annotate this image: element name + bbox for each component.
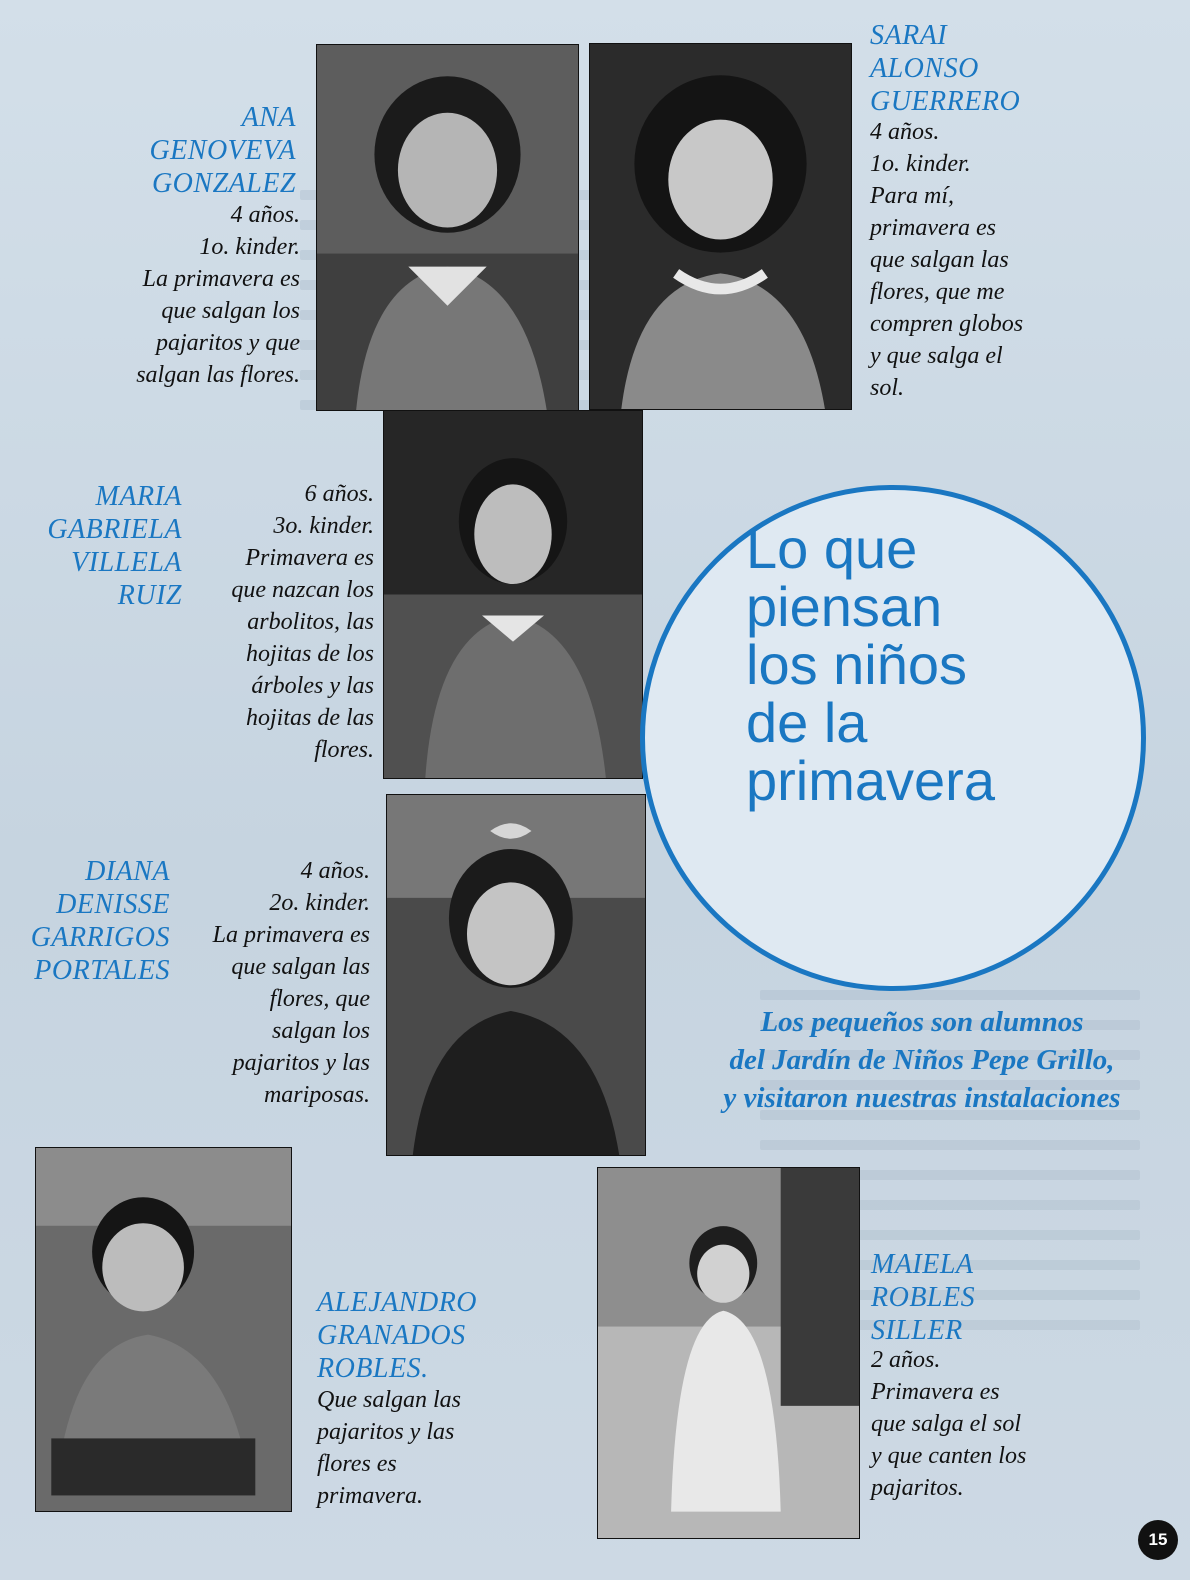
caption-line: hojitas de las: [245, 705, 374, 731]
caption-line: 6 años.: [304, 481, 374, 507]
name-line: ALONSO: [870, 53, 979, 84]
caption-line: pajaritos y las: [317, 1419, 455, 1445]
caption-line: sol.: [870, 375, 905, 401]
child-caption-diana: [168, 855, 370, 1111]
caption-line: hojitas de los: [245, 641, 374, 667]
caption-line: primavera.: [317, 1483, 423, 1509]
headline: [746, 517, 1126, 812]
child-name-ana: [60, 101, 296, 200]
name-line: RUIZ: [117, 580, 182, 611]
caption-line: 4 años.: [230, 202, 300, 228]
caption-line: 4 años.: [870, 119, 940, 145]
name-line: ALEJANDRO: [317, 1287, 478, 1318]
caption-line: que salga el sol: [871, 1411, 1021, 1437]
caption-line: 3o. kinder.: [273, 513, 374, 539]
caption-line: 2 años.: [871, 1347, 941, 1373]
name-line: DIANA: [85, 856, 170, 887]
name-line: GONZALEZ: [151, 168, 296, 199]
name-line: ANA: [241, 102, 296, 133]
child-caption-ana: [60, 199, 300, 391]
name-line: GABRIELA: [47, 514, 182, 545]
name-line: ROBLES: [871, 1282, 976, 1313]
subhead-line: y visitaron nuestras instalaciones: [723, 1082, 1121, 1114]
girl-ana-photo: [316, 44, 579, 411]
caption-line: árboles y las: [251, 673, 374, 699]
caption-line: que salgan los: [161, 298, 300, 324]
caption-line: primavera es: [870, 215, 996, 241]
child-caption-sarai: [870, 116, 1110, 404]
child-name-diana: [20, 855, 170, 987]
caption-line: arbolitos, las: [247, 609, 374, 635]
girl-diana-photo: [386, 794, 646, 1156]
name-line: GRANADOS: [317, 1320, 466, 1351]
caption-line: 4 años.: [300, 858, 370, 884]
caption-line: La primavera es: [212, 922, 370, 948]
caption-line: flores, que: [269, 986, 370, 1012]
name-line: ROBLES.: [317, 1353, 429, 1384]
caption-line: y que salga el: [870, 343, 1003, 369]
caption-line: pajaritos y que: [156, 330, 300, 356]
girl-sarai-photo: [589, 43, 852, 410]
caption-line: Primavera es: [245, 545, 374, 571]
headline-line: Lo que: [746, 517, 918, 580]
name-line: GARRIGOS: [30, 922, 170, 953]
name-line: VILLELA: [71, 547, 182, 578]
name-line: GENOVEVA: [149, 135, 296, 166]
caption-line: salgan los: [271, 1018, 370, 1044]
name-line: DENISSE: [56, 889, 170, 920]
name-line: MARIA: [95, 481, 182, 512]
name-line: SARAI: [870, 20, 948, 51]
child-name-alejandro: [317, 1286, 557, 1385]
child-caption-maria: [184, 478, 374, 766]
caption-line: flores es: [317, 1451, 397, 1477]
caption-line: pajaritos y las: [232, 1050, 370, 1076]
headline-line: primavera: [746, 749, 995, 812]
caption-line: flores.: [314, 737, 374, 763]
caption-line: que salgan las: [231, 954, 370, 980]
girl-maria-photo: [383, 410, 643, 779]
caption-line: pajaritos.: [871, 1475, 964, 1501]
name-line: PORTALES: [34, 955, 170, 986]
child-name-maiela: [871, 1248, 1111, 1347]
caption-line: compren globos: [870, 311, 1024, 337]
subhead-line: Los pequeños son alumnos: [760, 1006, 1084, 1038]
caption-line: Para mí,: [870, 183, 954, 209]
caption-line: Primavera es: [871, 1379, 1000, 1405]
name-line: MAIELA: [871, 1249, 974, 1280]
caption-line: Que salgan las: [317, 1387, 461, 1413]
child-name-sarai: [870, 19, 1090, 118]
name-line: GUERRERO: [870, 86, 1021, 117]
child-caption-maiela: [871, 1344, 1131, 1504]
caption-line: mariposas.: [263, 1082, 370, 1108]
caption-line: 2o. kinder.: [269, 890, 370, 916]
headline-line: los niños: [746, 633, 968, 696]
girl-maiela-photo: [597, 1167, 860, 1539]
name-line: SILLER: [871, 1315, 963, 1346]
headline-line: de la: [746, 691, 868, 754]
headline-line: piensan: [746, 575, 943, 638]
caption-line: y que canten los: [871, 1443, 1027, 1469]
caption-line: flores, que me: [870, 279, 1005, 305]
caption-line: 1o. kinder.: [870, 151, 971, 177]
caption-line: 1o. kinder.: [199, 234, 300, 260]
subhead: [662, 1003, 1182, 1117]
child-caption-alejandro: [317, 1384, 557, 1512]
boy-alejandro-photo: [35, 1147, 292, 1512]
caption-line: La primavera es: [142, 266, 300, 292]
child-name-maria: [20, 480, 182, 612]
caption-line: salgan las flores.: [136, 362, 300, 388]
subhead-line: del Jardín de Niños Pepe Grillo,: [729, 1044, 1115, 1076]
caption-line: que nazcan los: [231, 577, 374, 603]
page-number: 15: [1138, 1520, 1178, 1560]
caption-line: que salgan las: [870, 247, 1009, 273]
